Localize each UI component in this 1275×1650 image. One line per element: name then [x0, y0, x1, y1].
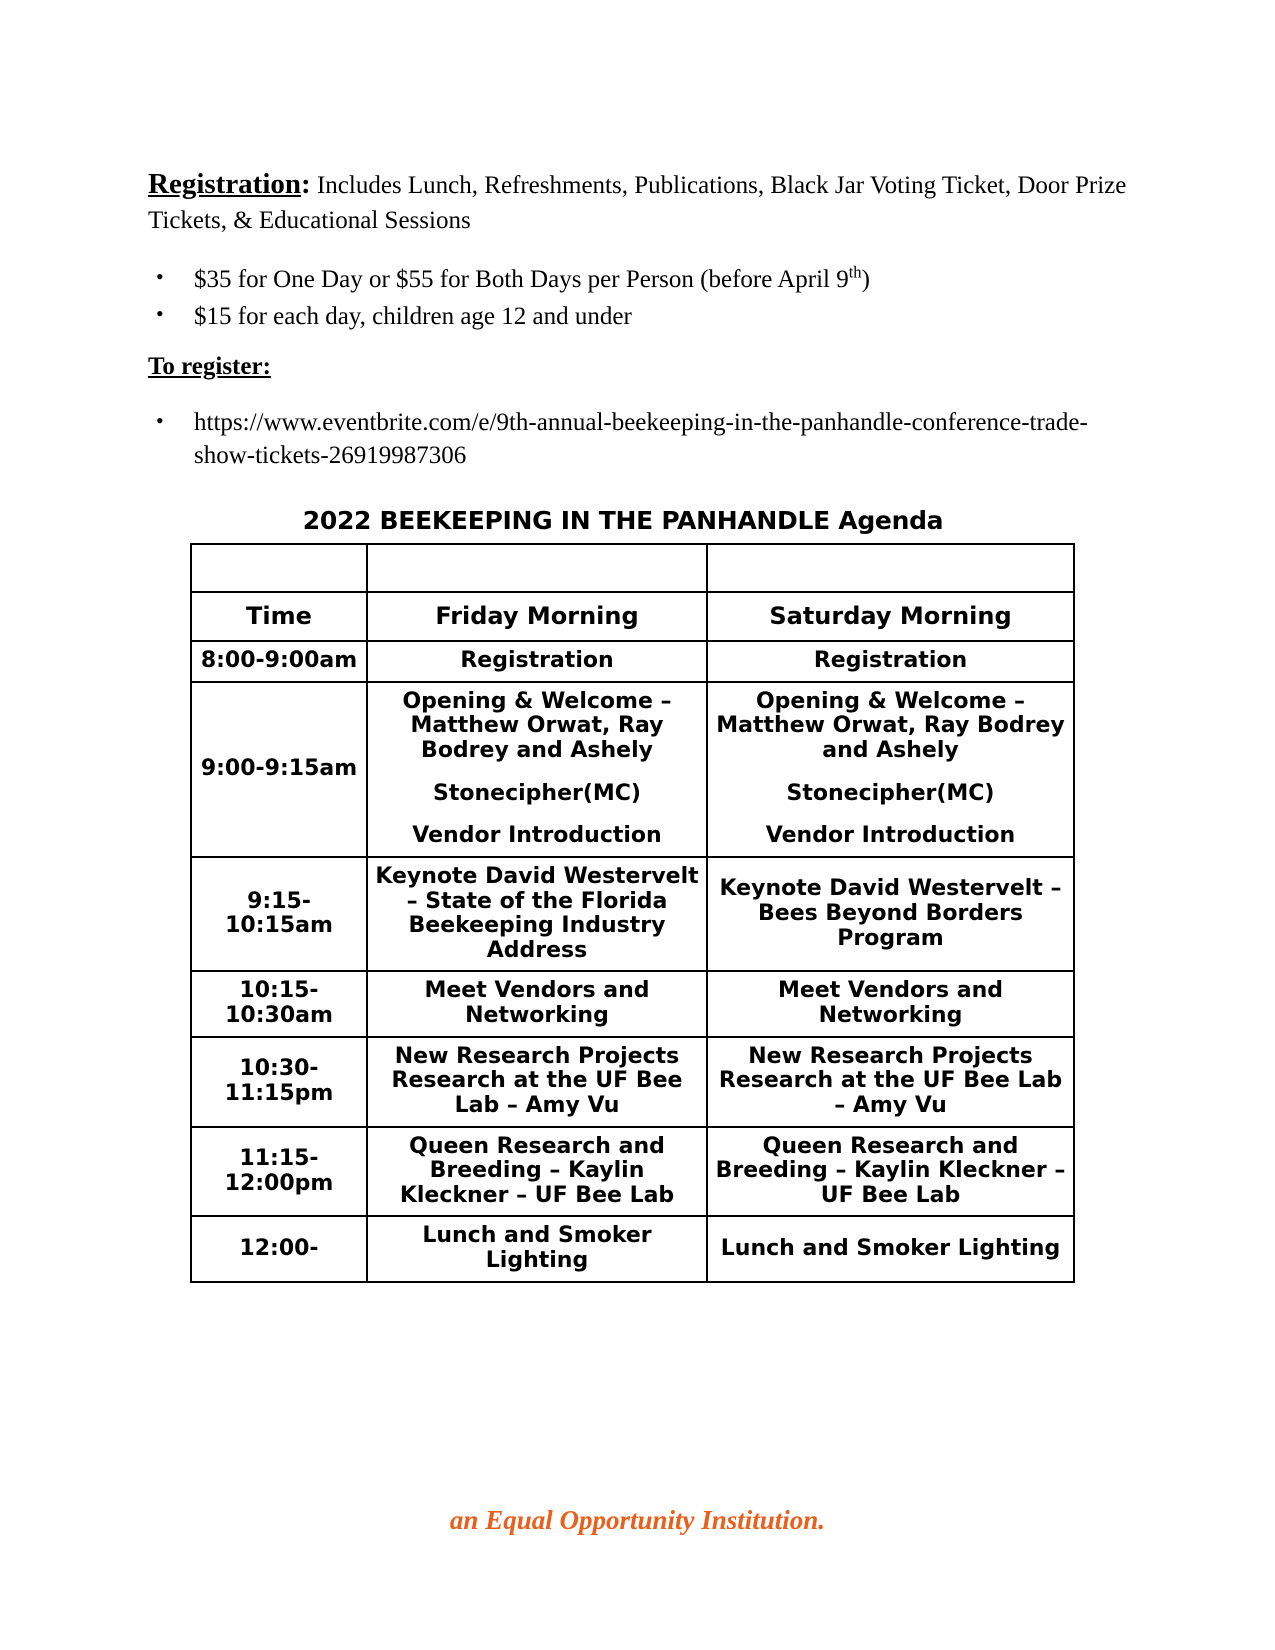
table-header-row: [191, 592, 1074, 641]
cell-line: Meet Vendors and Networking: [777, 978, 1004, 1029]
cell-time: 9:00-9:15am: [191, 682, 367, 857]
list-item: [148, 262, 1128, 298]
table-row: [191, 971, 1074, 1036]
column-header-friday: Friday Morning: [367, 592, 707, 641]
cell-line: Queen Research and Breeding – Kaylin Kleckner – UF Bee Lab: [715, 1133, 1066, 1208]
cell-time: 8:00-9:00am: [191, 641, 367, 682]
agenda-table: [190, 543, 1075, 1282]
cell-line: Keynote David Westervelt – Bees Beyond Borders Program: [719, 876, 1062, 951]
cell-friday: [367, 641, 707, 682]
cell-saturday: [707, 1037, 1074, 1127]
column-header-saturday: Saturday Morning: [707, 592, 1074, 641]
cell-friday: [367, 1037, 707, 1127]
spacer-cell: [707, 544, 1074, 592]
eventbrite-link[interactable]: • https://www.eventbrite.com/e/9th-annual-beekeeping-in-the-panhandle-conference-trade-show-tickets-26919987306: [194, 408, 1088, 470]
cell-line: Opening & Welcome – Matthew Orwat, Ray Bodrey and Ashely: [716, 688, 1065, 764]
cell-friday: [367, 682, 707, 857]
spacer-cell: [367, 544, 707, 592]
cell-line: New Research Projects Research at the UF Bee Lab – Amy Vu: [718, 1043, 1063, 1118]
cell-line: Meet Vendors and Networking: [424, 978, 650, 1029]
cell-friday: [367, 1216, 707, 1281]
cell-line: New Research Projects Research at the UF Bee Lab – Amy Vu: [391, 1043, 683, 1118]
table-row: [191, 641, 1074, 682]
fee-text-before: $15 for each day, children age 12 and under: [194, 303, 632, 331]
cell-line: Registration: [813, 648, 968, 674]
fee-bullet-list: [148, 262, 1128, 335]
agenda-title: 2022 BEEKEEPING IN THE PANHANDLE Agenda: [302, 506, 944, 536]
list-item: [148, 299, 1128, 335]
cell-saturday: [707, 641, 1074, 682]
table-row: [191, 857, 1074, 972]
to-register-label: To register:: [148, 352, 271, 380]
cell-saturday: [707, 857, 1074, 972]
footer-text: an Equal Opportunity Institution.: [449, 1505, 826, 1535]
cell-line: Vendor Introduction: [412, 823, 662, 849]
cell-friday: [367, 857, 707, 972]
cell-time: 11:15-12:00pm: [191, 1127, 367, 1217]
spacer-cell: [191, 544, 367, 592]
cell-time: 10:15-10:30am: [191, 971, 367, 1036]
column-header-time: Time: [191, 592, 367, 641]
table-row-spacer: [191, 544, 1074, 592]
table-row: [191, 1037, 1074, 1127]
cell-time: 12:00-: [191, 1216, 367, 1281]
cell-line: Stonecipher(MC): [433, 780, 641, 806]
registration-description: Includes Lunch, Refreshments, Publications, Black Jar Voting Ticket, Door Prize Tickets, & Educational Sessions: [148, 172, 1127, 234]
fee-superscript: th: [848, 262, 862, 282]
cell-saturday: [707, 1216, 1074, 1281]
registration-heading-colon: :: [301, 168, 311, 200]
cell-saturday: [707, 1127, 1074, 1217]
cell-line: Opening & Welcome – Matthew Orwat, Ray Bodrey and Ashely: [402, 688, 672, 764]
cell-friday: [367, 1127, 707, 1217]
cell-line: Stonecipher(MC): [786, 780, 995, 806]
cell-friday: [367, 971, 707, 1036]
cell-line: Lunch and Smoker Lighting: [422, 1223, 652, 1274]
fee-text-after: ): [861, 265, 870, 293]
table-row: [191, 1216, 1074, 1281]
fee-text-before: $35 for One Day or $55 for Both Days per Person (before April 9: [194, 265, 849, 293]
table-row: [191, 682, 1074, 857]
cell-line: Keynote David Westervelt – State of the Florida Beekeeping Industry Address: [375, 863, 699, 963]
cell-line: Registration: [460, 648, 614, 674]
cell-line: Vendor Introduction: [765, 823, 1016, 849]
registration-paragraph: [148, 165, 1128, 237]
cell-saturday: [707, 682, 1074, 857]
table-row: [191, 1127, 1074, 1217]
list-item: [148, 406, 1128, 473]
cell-time: 10:30-11:15pm: [191, 1037, 367, 1127]
cell-saturday: [707, 971, 1074, 1036]
document-content: [148, 140, 1128, 1283]
register-link-list: [148, 406, 1128, 473]
cell-line: Lunch and Smoker Lighting: [720, 1235, 1061, 1261]
registration-heading: Registration: [148, 168, 302, 200]
cell-time: 9:15-10:15am: [191, 857, 367, 972]
cell-line: Queen Research and Breeding – Kaylin Kleckner – UF Bee Lab: [399, 1133, 675, 1208]
